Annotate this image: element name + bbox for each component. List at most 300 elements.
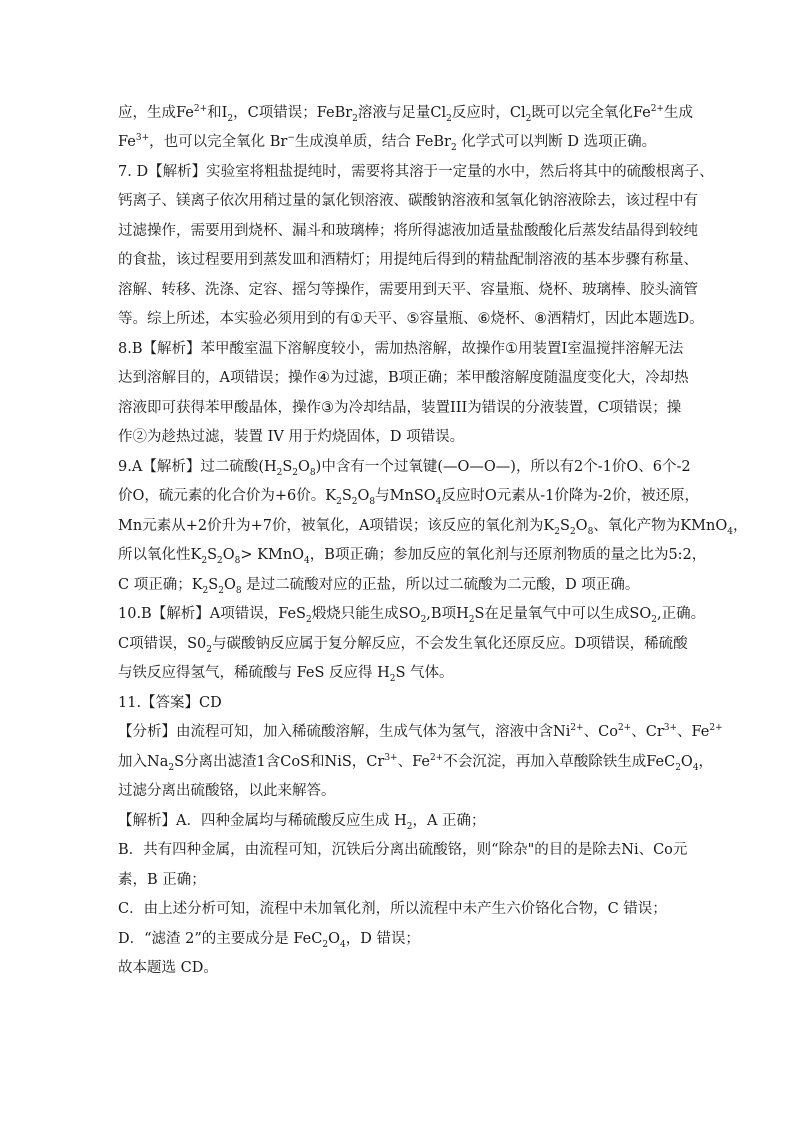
text-fragment: 化 [499,518,515,534]
text-fragment: 会 [457,754,473,770]
text-fragment: 渣 [242,754,257,770]
text-fragment: 还 [655,488,671,504]
text-fragment: ， [373,370,388,386]
text-line [118,663,678,683]
text-fragment: 程 [654,193,669,209]
text-fragment: ④ [316,370,330,386]
text-fragment: O [484,488,497,504]
text-fragment: > KMnO [240,547,305,563]
text-fragment: 装 [554,400,569,416]
text-fragment: 室 [244,341,259,357]
text-fragment: 精 [480,252,495,268]
text-fragment: 中 [510,164,526,180]
text-fragment: 量 [415,105,431,121]
text-fragment: NiS [324,754,352,770]
text-fragment: 离 [389,842,405,858]
text-line [118,545,707,566]
text-fragment: 。 [310,488,326,504]
text-fragment: 适 [480,223,495,239]
text-fragment: 杯 [263,223,278,239]
subscript: 2 [351,496,358,507]
text-fragment: 稍 [263,193,278,209]
text-fragment: 只 [340,606,356,622]
text-fragment: 定 [452,164,468,180]
text-fragment: ， [691,547,707,563]
text-fragment: 、 [567,282,582,298]
text-fragment: 容 [263,282,278,298]
text-fragment: 除 [592,842,607,858]
text-fragment: S0 [187,636,207,652]
text-fragment: 沉 [331,842,347,858]
text-fragment: 容 [419,311,434,327]
text-fragment: 、 [466,282,481,298]
text-fragment: 后 [567,223,582,239]
text-fragment: ，A 正确； [412,813,486,829]
text-fragment: 量 [495,282,510,298]
text-fragment: 大 [616,370,631,386]
text-fragment: 该 [176,252,191,268]
text-fragment: 与 [212,636,227,652]
text-fragment: 制 [524,252,539,268]
text-fragment: 溶 [357,105,373,121]
text-fragment: 璃 [596,282,611,298]
text-fragment: 所 [530,459,545,475]
text-fragment: 热 [674,370,689,386]
text-line [118,280,698,300]
text-fragment: 稀 [292,724,307,740]
text-fragment: 由 [244,842,260,858]
text-fragment: 用 [518,341,533,357]
text-fragment: 】 [195,606,210,622]
text-fragment: 铁 [602,754,618,770]
text-fragment: 酸 [673,636,688,652]
text-fragment: 【 [151,606,167,622]
text-fragment: 得 [190,400,205,416]
text-fragment: ； [364,252,379,268]
text-fragment: S [341,488,352,504]
text-fragment: 有 [350,459,365,475]
text-line [118,132,678,152]
text-fragment: 头 [654,282,669,298]
text-fragment: ) [315,459,322,475]
text-fragment: 需 [374,341,389,357]
text-fragment: 生 [147,105,162,121]
text-fragment: 氧 [603,105,619,121]
text-line [118,339,684,359]
text-fragment: 酸 [422,193,437,209]
text-fragment: 用 [234,252,249,268]
text-fragment: ， [144,488,159,504]
text-fragment: 酸 [321,724,336,740]
text-fragment: 10.B [118,606,152,622]
text-fragment: 玻 [582,282,597,298]
text-fragment: 甲 [215,341,230,357]
text-fragment: 成 [678,105,693,121]
text-fragment: 确 [427,370,443,386]
text-fragment: 升 [221,518,237,534]
text-fragment: 液 [509,724,524,740]
text-fragment: 钙 [118,193,133,209]
text-fragment: 降 [568,488,584,504]
text-fragment: 的 [190,370,205,386]
text-fragment: 错 [244,370,259,386]
subscript: 2 [218,585,224,596]
text-fragment: 漏 [292,223,307,239]
text-fragment: 镁 [176,193,191,209]
text-fragment: 后 [422,252,437,268]
text-fragment: 、 [393,193,408,209]
text-fragment: 、 [625,282,640,298]
text-fragment: 溶 [147,370,162,386]
text-fragment: 作 [306,400,321,416]
text-fragment: 误 [496,400,511,416]
text-fragment: 量 [495,223,510,239]
text-fragment: 皿 [292,252,307,268]
text-line [118,486,700,507]
text-fragment: 项 [608,400,624,416]
text-fragment: 氯 [321,193,336,209]
text-fragment: 斗 [306,223,321,239]
text-fragment: ； [378,547,393,563]
text-fragment: Cl [430,105,447,121]
text-fragment: 离 [132,193,147,209]
text-fragment: 验 [220,164,236,180]
text-fragment: A [209,606,221,622]
text-fragment: ⑤ [406,311,420,327]
text-fragment: 钠 [538,193,553,209]
text-fragment: 的 [534,842,549,858]
text-fragment: 化 [487,636,503,652]
text-fragment: 成 [384,606,399,622]
text-fragment: 、 [190,282,205,298]
text-fragment: 酸 [524,223,539,239]
text-fragment: 产 [636,518,652,534]
text-fragment: 量 [434,311,449,327]
text-fragment: Mn [118,518,143,534]
text-fragment: 到 [132,370,147,386]
text-fragment: 要 [365,164,381,180]
text-fragment: 分 [342,636,358,652]
text-fragment: C．由上述分析可知，流程中未加氧化剂，所以流程中未产生六价铬化合物，C 错误； [118,901,667,917]
text-fragment: S [560,518,570,534]
subscript: 2 [446,113,452,124]
text-fragment: 氧 [509,193,524,209]
text-line [118,221,698,241]
text-fragment: 项 [441,606,457,622]
text-fragment: 下 [273,341,288,357]
text-fragment: 于 [423,164,439,180]
text-fragment: 量 [669,252,684,268]
text-fragment: 、 [524,282,539,298]
text-fragment: 足 [401,105,416,121]
text-fragment: 棒 [611,282,626,298]
text-fragment: 搅 [596,341,611,357]
text-fragment: 错 [600,636,616,652]
text-fragment: 得 [640,223,655,239]
text-fragment: 被 [641,488,656,504]
text-fragment: 获 [176,400,191,416]
text-fragment: 出 [213,754,228,770]
text-fragment: 】 [185,459,201,475]
text-line [118,781,678,801]
text-fragment: -2 [676,459,691,475]
text-fragment: 热 [403,341,418,357]
text-fragment: 化 [161,547,176,563]
text-fragment: 定 [248,282,263,298]
text-fragment: 氧 [408,459,423,475]
text-fragment: 解 [302,341,317,357]
text-fragment: 个 [661,459,677,475]
text-fragment: 分 [375,842,390,858]
text-fragment: 【 [142,341,157,357]
text-fragment: 操 [287,370,303,386]
text-fragment: 析 [171,341,186,357]
text-fragment: ⑧ [534,311,547,327]
text-fragment: 属 [215,842,231,858]
text-fragment: 、 [638,459,653,475]
text-fragment: 2 [573,459,584,475]
text-fragment: H [456,606,469,622]
text-fragment: 其 [394,164,410,180]
text-fragment: 不 [443,754,458,770]
text-fragment: 加 [407,547,422,563]
text-fragment: 室 [235,164,250,180]
text-fragment: 摇 [292,282,307,298]
text-fragment: 错 [143,636,159,652]
text-fragment: 。 [690,606,706,622]
text-fragment: 加 [118,754,133,770]
text-fragment: 滤 [358,370,374,386]
text-fragment: 的 [510,400,526,416]
text-fragment: 硫 [626,164,642,180]
text-fragment: 、 [519,311,534,327]
text-fragment: 溶 [409,164,424,180]
text-fragment: 氧 [465,547,480,563]
text-fragment: 确 [676,606,691,622]
text-fragment: 后 [554,164,569,180]
text-fragment: 原 [537,547,553,563]
text-fragment: 气 [542,606,557,622]
subscript: 2 [389,673,396,684]
text-fragment: 水 [496,164,511,180]
text-fragment: O [328,931,340,947]
text-fragment: 溶 [500,370,515,386]
text-fragment: C 项正确；K [118,577,203,593]
subscript: 2 [227,113,234,124]
text-fragment: ，也可以完全氧化 Br [149,134,288,150]
text-fragment: O [223,577,236,593]
text-fragment: ， [515,459,531,475]
text-fragment: 量 [513,606,528,622]
text-fragment: 化 [524,193,539,209]
text-fragment: 作 [350,282,365,298]
text-fragment: 移 [176,282,191,298]
text-fragment: 为 [653,547,669,563]
subscript: 8 [309,467,316,478]
text-fragment: 小 [345,341,360,357]
superscript: 2+ [429,753,444,764]
text-fragment: O [626,459,639,475]
text-fragment: 纯 [307,164,323,180]
text-fragment: 素 [511,488,526,504]
subscript: 2 [468,614,475,625]
text-fragment: 液 [372,105,387,121]
text-fragment: 稀 [644,636,659,652]
text-fragment: 、 [593,518,608,534]
text-fragment: ， [447,341,462,357]
text-fragment: 过 [277,193,292,209]
text-fragment: 液 [132,400,147,416]
text-fragment: 反 [270,636,285,652]
text-line [118,457,691,478]
text-line [118,811,678,831]
text-fragment: 四 [172,842,187,858]
text-fragment: 液 [451,223,466,239]
text-fragment: 出 [404,842,419,858]
text-fragment: 硫 [158,488,174,504]
text-fragment: 不 [415,636,430,652]
text-fragment: 滴 [669,282,684,298]
text-fragment: 错 [273,105,288,121]
text-fragment: 的 [563,842,578,858]
text-fragment: 有 [157,842,173,858]
text-fragment: 烧 [248,223,263,239]
subscript: 8 [235,585,242,596]
text-fragment: +6 [274,488,297,504]
text-fragment: 液 [466,193,481,209]
text-fragment: 个 [583,459,598,475]
text-fragment: 目 [176,370,191,386]
text-fragment: 温 [258,341,273,357]
text-fragment: 由 [176,724,191,740]
text-fragment: 匀 [306,282,321,298]
text-fragment: 氧 [607,518,623,534]
text-fragment: 化 [479,547,495,563]
text-fragment: C [118,636,130,652]
text-fragment: 错 [623,400,638,416]
text-fragment: 苯 [200,341,215,357]
text-fragment: 含 [538,724,553,740]
text-fragment: 、 [638,842,654,858]
subscript: 2 [420,614,427,625]
text-fragment: 玻 [335,223,350,239]
text-fragment: " [527,842,535,858]
text-fragment: CoS [280,754,311,770]
superscript: 2+ [617,723,632,734]
text-fragment: 程 [205,724,220,740]
text-fragment: (H [258,459,277,475]
text-fragment: 碳 [226,636,242,652]
text-fragment: 入 [277,724,292,740]
text-fragment: 发 [277,252,292,268]
text-fragment: 钠 [255,636,271,652]
text-fragment: ， [525,164,540,180]
text-fragment: 体 [422,724,437,740]
text-fragment: 时 [470,488,485,504]
text-fragment: 晶 [248,400,263,416]
text-fragment: 加 [389,341,404,357]
text-fragment: 有 [559,459,574,475]
text-fragment: 食 [132,252,147,268]
text-fragment: 置 [547,341,562,357]
text-fragment: 瓶 [509,282,524,298]
text-fragment: 入 [544,754,560,770]
text-fragment: 为 [329,370,345,386]
text-fragment: 分 [132,724,147,740]
text-fragment: ， [626,488,642,504]
text-fragment: 、 [683,252,698,268]
text-fragment: 冷 [348,400,363,416]
text-fragment: ， [611,193,626,209]
text-fragment: 完 [574,105,590,121]
text-fragment: 析 [147,724,162,740]
text-fragment: 量 [610,547,625,563]
text-fragment: 到 [234,223,249,239]
text-fragment: 项 [258,105,274,121]
text-fragment: 须 [277,311,292,327]
subscript: 2 [569,526,576,537]
superscript: − [287,133,295,144]
text-fragment: 键 [422,459,438,475]
text-fragment: 天 [437,282,452,298]
text-fragment: 杯 [505,311,520,327]
text-fragment: 实 [234,311,249,327]
text-fragment: 管 [683,282,698,298]
text-fragment: ， [161,252,176,268]
text-fragment: 反 [371,636,387,652]
text-fragment: 【 [148,164,163,180]
text-fragment: — [469,459,484,475]
text-fragment: 精 [561,311,576,327]
text-fragment: O [457,459,470,475]
text-fragment: 、 [277,282,292,298]
text-fragment: 过 [344,370,359,386]
text-fragment: 的 [567,252,582,268]
text-fragment: S [474,606,485,622]
text-fragment: 晶 [392,400,407,416]
text-fragment: 氧 [315,518,330,534]
text-fragment: 此 [619,311,634,327]
text-fragment: 应 [284,636,300,652]
text-line [118,162,714,182]
text-fragment: 、 [234,282,249,298]
text-fragment: 硫 [229,459,244,475]
text-fragment: ， [230,842,245,858]
text-fragment: 的 [202,488,217,504]
text-fragment: 应 [386,636,401,652]
text-fragment: 解 [162,164,178,180]
text-fragment: 析 [177,164,192,180]
text-fragment: 物 [651,518,666,534]
text-fragment: 要 [219,252,234,268]
subscript: 2 [554,526,560,537]
text-fragment: 可 [571,606,586,622]
text-fragment: FeS [278,606,306,622]
text-fragment: 价 [611,459,627,475]
text-fragment: 应 [466,105,481,121]
text-fragment: Co [653,842,673,858]
text-fragment: 解 [156,459,172,475]
text-fragment: 即 [147,400,162,416]
text-fragment: 变 [587,370,602,386]
text-fragment: 性 [176,547,191,563]
text-fragment: Fe [176,105,194,121]
text-fragment: ； [412,518,428,534]
text-fragment: 置 [435,400,450,416]
text-fragment: 可 [161,400,176,416]
text-fragment: 知 [234,724,249,740]
text-fragment: Fe [118,134,136,150]
